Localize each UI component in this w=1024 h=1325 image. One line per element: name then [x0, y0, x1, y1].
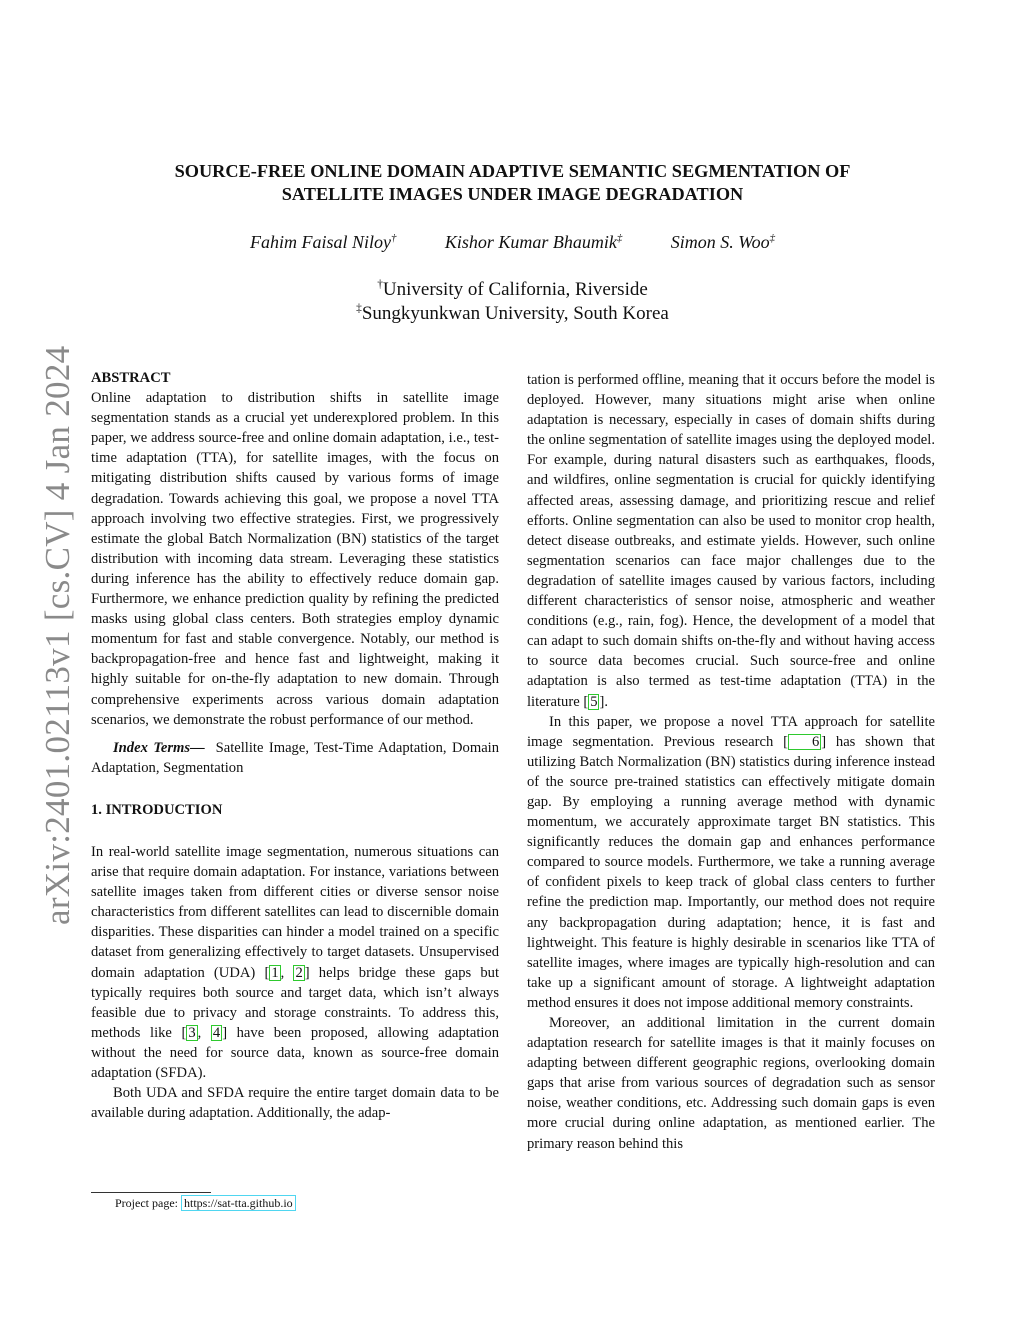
project-page-link[interactable]: https://sat-tta.github.io	[181, 1195, 296, 1211]
affiliations	[90, 278, 935, 326]
affiliation-mark: †	[377, 278, 383, 291]
arxiv-identifier	[28, 345, 88, 925]
abstract-text: Online adaptation to distribution shifts in satellite image segmentation stands as a crucial yet underexplored problem. In this paper, we address source-free and online domain adaptation, i.e., test-time adaptation (TTA), for satellite images, with the focus on mitigating distribution shifts caused by various forms of image degradation. Towards achieving this goal, we propose a novel TTA approach involving two effective strategies. First, we progressively estimate the global Batch Normalization (BN) statistics of the target distribution with incoming data stream. Leveraging these statistics during inference has the ability to effectively reduce domain gap. Furthermore, we enhance prediction quality by refining the predicted masks using global class centers. Both strategies employ dynamic momentum for fast and stable convergence. Notably, our method is backpropagation-free and hence fast and lightweight, making it highly suitable for on-the-fly adaptation to new domain. Through comprehensive experiments across various domain adaptation scenarios, we demonstrate the robust performance of our method.	[91, 390, 499, 728]
citation-link[interactable]: 4	[212, 1024, 221, 1041]
right-paragraph-3: Moreover, an additional limitation in the current domain adaptation research for satellite images is that it mainly focuses on adapting between different geographic regions, overlooking domain gaps that arise from various sources of degradation such as sensor noise, weather conditions, etc. Addressing such domain gaps is even more crucial during online adaptation, as mentioned earlier. The primary reason behind this	[527, 1015, 935, 1152]
author	[445, 232, 622, 253]
citation-link[interactable]: 1	[271, 964, 279, 981]
footnote-label: Project page:	[115, 1196, 178, 1210]
index-terms-text: Satellite Image, Test-Time Adaptation, Domain Adaptation, Segmentation	[91, 739, 500, 776]
body-text: ].	[599, 693, 608, 710]
right-column	[527, 370, 935, 1154]
author-mark: ‡	[616, 231, 623, 244]
footnote	[115, 1196, 296, 1211]
body-text: tation is performed offline, meaning that it occurs before the model is deployed. However, many situations might arise when online adaptation is necessary, especially in cases of domain shifts during the online segmentation of satellite images using the deployed model. For example, during natural disasters such as earthquakes, floods, and wildfires, online segmentation is crucial for quickly identifying affected areas, assessing damage, and prioritizing rescue and relief efforts. Online segmentation can also be used to monitor crop health, detect disease outbreaks, and estimate yields. However, such online segmentation scenarios can face major challenges due to the degradation of satellite images caused by various factors, including different characteristics of sensor noise, atmospheric and weather conditions (e.g., rain, fog). Hence, the development of a model that can adapt to such domain shifts on-the-fly and without having access to source data becomes crucial. Such source-free and online adaptation is also termed as test-time adaptation (TTA) in the literature [	[527, 372, 935, 710]
author	[250, 232, 396, 253]
paper-title	[90, 160, 935, 206]
citation-link[interactable]: 3	[188, 1024, 196, 1041]
body-text: ] has shown that utilizing Batch Normalization (BN) statistics during inference instead of the source pre-trained statistics can effectively mitigate domain gap. By employing a running average method with dynamic momentum, we accurately approximate target BN statistics. This significantly reduces the domain gap and enhances performance compared to source models. Furthermore, we take a running average of confident pixels to keep track of global class centers to further refine the prediction map. Importantly, our method does not require any backpropagation during adaptation; hence, it is fast and lightweight. This feature is highly desirable in scenarios like TTA of satellite images, where images are typically high-resolution and can take up a significant amount of storage. A lightweight adaptation method ensures it does not impose additional memory constraints.	[527, 733, 935, 1011]
citation-link[interactable]: 5	[590, 693, 598, 710]
citation-link[interactable]: 2	[295, 964, 303, 981]
index-terms	[91, 738, 499, 778]
author-name: Kishor Kumar Bhaumik	[444, 232, 617, 252]
affiliation	[90, 302, 935, 326]
affiliation	[90, 278, 935, 302]
author-mark: †	[390, 231, 397, 244]
left-column	[91, 368, 499, 1123]
intro-paragraph-2: Both UDA and SFDA require the entire target domain data to be available during adaptation. Additionally, the adap-	[91, 1085, 499, 1122]
right-paragraph-2	[527, 712, 935, 1013]
citation-link[interactable]: 6	[788, 734, 821, 750]
footnote-rule	[91, 1192, 211, 1193]
index-terms-label: Index Terms—	[113, 739, 205, 756]
title-line-2: SATELLITE IMAGES UNDER IMAGE DEGRADATION	[281, 184, 744, 204]
title-line-1: SOURCE-FREE ONLINE DOMAIN ADAPTIVE SEMANTIC SEGMENTATION OF	[174, 161, 851, 181]
affiliation-mark: ‡	[356, 302, 362, 315]
section-heading-introduction: 1. INTRODUCTION	[91, 801, 223, 818]
arxiv-id-text: arXiv:2401.02113v1 [cs.CV] 4 Jan 2024	[38, 345, 77, 925]
author-mark: ‡	[769, 231, 776, 244]
intro-text: ] helps bridge these gaps but typically requires both source and target data, which isn’t always feasible due to privacy and storage constraints. To address this, methods like [	[91, 964, 500, 1041]
intro-paragraph-1: In real-world satellite image segmentation, numerous situations can arise that require domain adaptation. For instance, variations between satellite images taken from different cities or diverse sensor noise characteristics from different satellites can lead to discernible domain disparities. These disparities can hinder a model trained on a specific dataset from generalizing effectively to target datasets. Unsupervised domain adaptation (UDA) [ 1 , 2 ] helps bridge these gaps but typically requires both source and target data, which isn’t always feasible due to privacy and storage constraints. To address this, methods like [ 3 , 4 ] have been proposed, allowing adaptation without the need for source data, known as source-free domain adaptation (SFDA).	[91, 843, 500, 1081]
right-paragraph-1	[527, 370, 935, 712]
abstract-heading: ABSTRACT	[91, 370, 171, 386]
author-list	[90, 232, 935, 253]
author	[671, 232, 775, 253]
intro-text: ] have been proposed, allowing adaptation without the need for source data, known as source-free domain adaptation (SFDA).	[91, 1024, 500, 1081]
author-name: Simon S. Woo	[670, 232, 770, 252]
affiliation-name: Sungkyunkwan University, South Korea	[361, 303, 669, 324]
intro-text: In real-world satellite image segmentation, numerous situations can arise that require domain adaptation. For instance, variations between satellite images taken from different cities or diverse sensor noise characteristics from different satellites can lead to discernible domain disparities. These disparities can hinder a model trained on a specific dataset from generalizing effectively to target datasets. Unsupervised domain adaptation (UDA) [	[91, 843, 499, 981]
affiliation-name: University of California, Riverside	[382, 279, 648, 300]
author-name: Fahim Faisal Niloy	[249, 232, 391, 252]
body-text: In this paper, we propose a novel TTA approach for satellite image segmentation. Previous research [	[527, 713, 935, 750]
